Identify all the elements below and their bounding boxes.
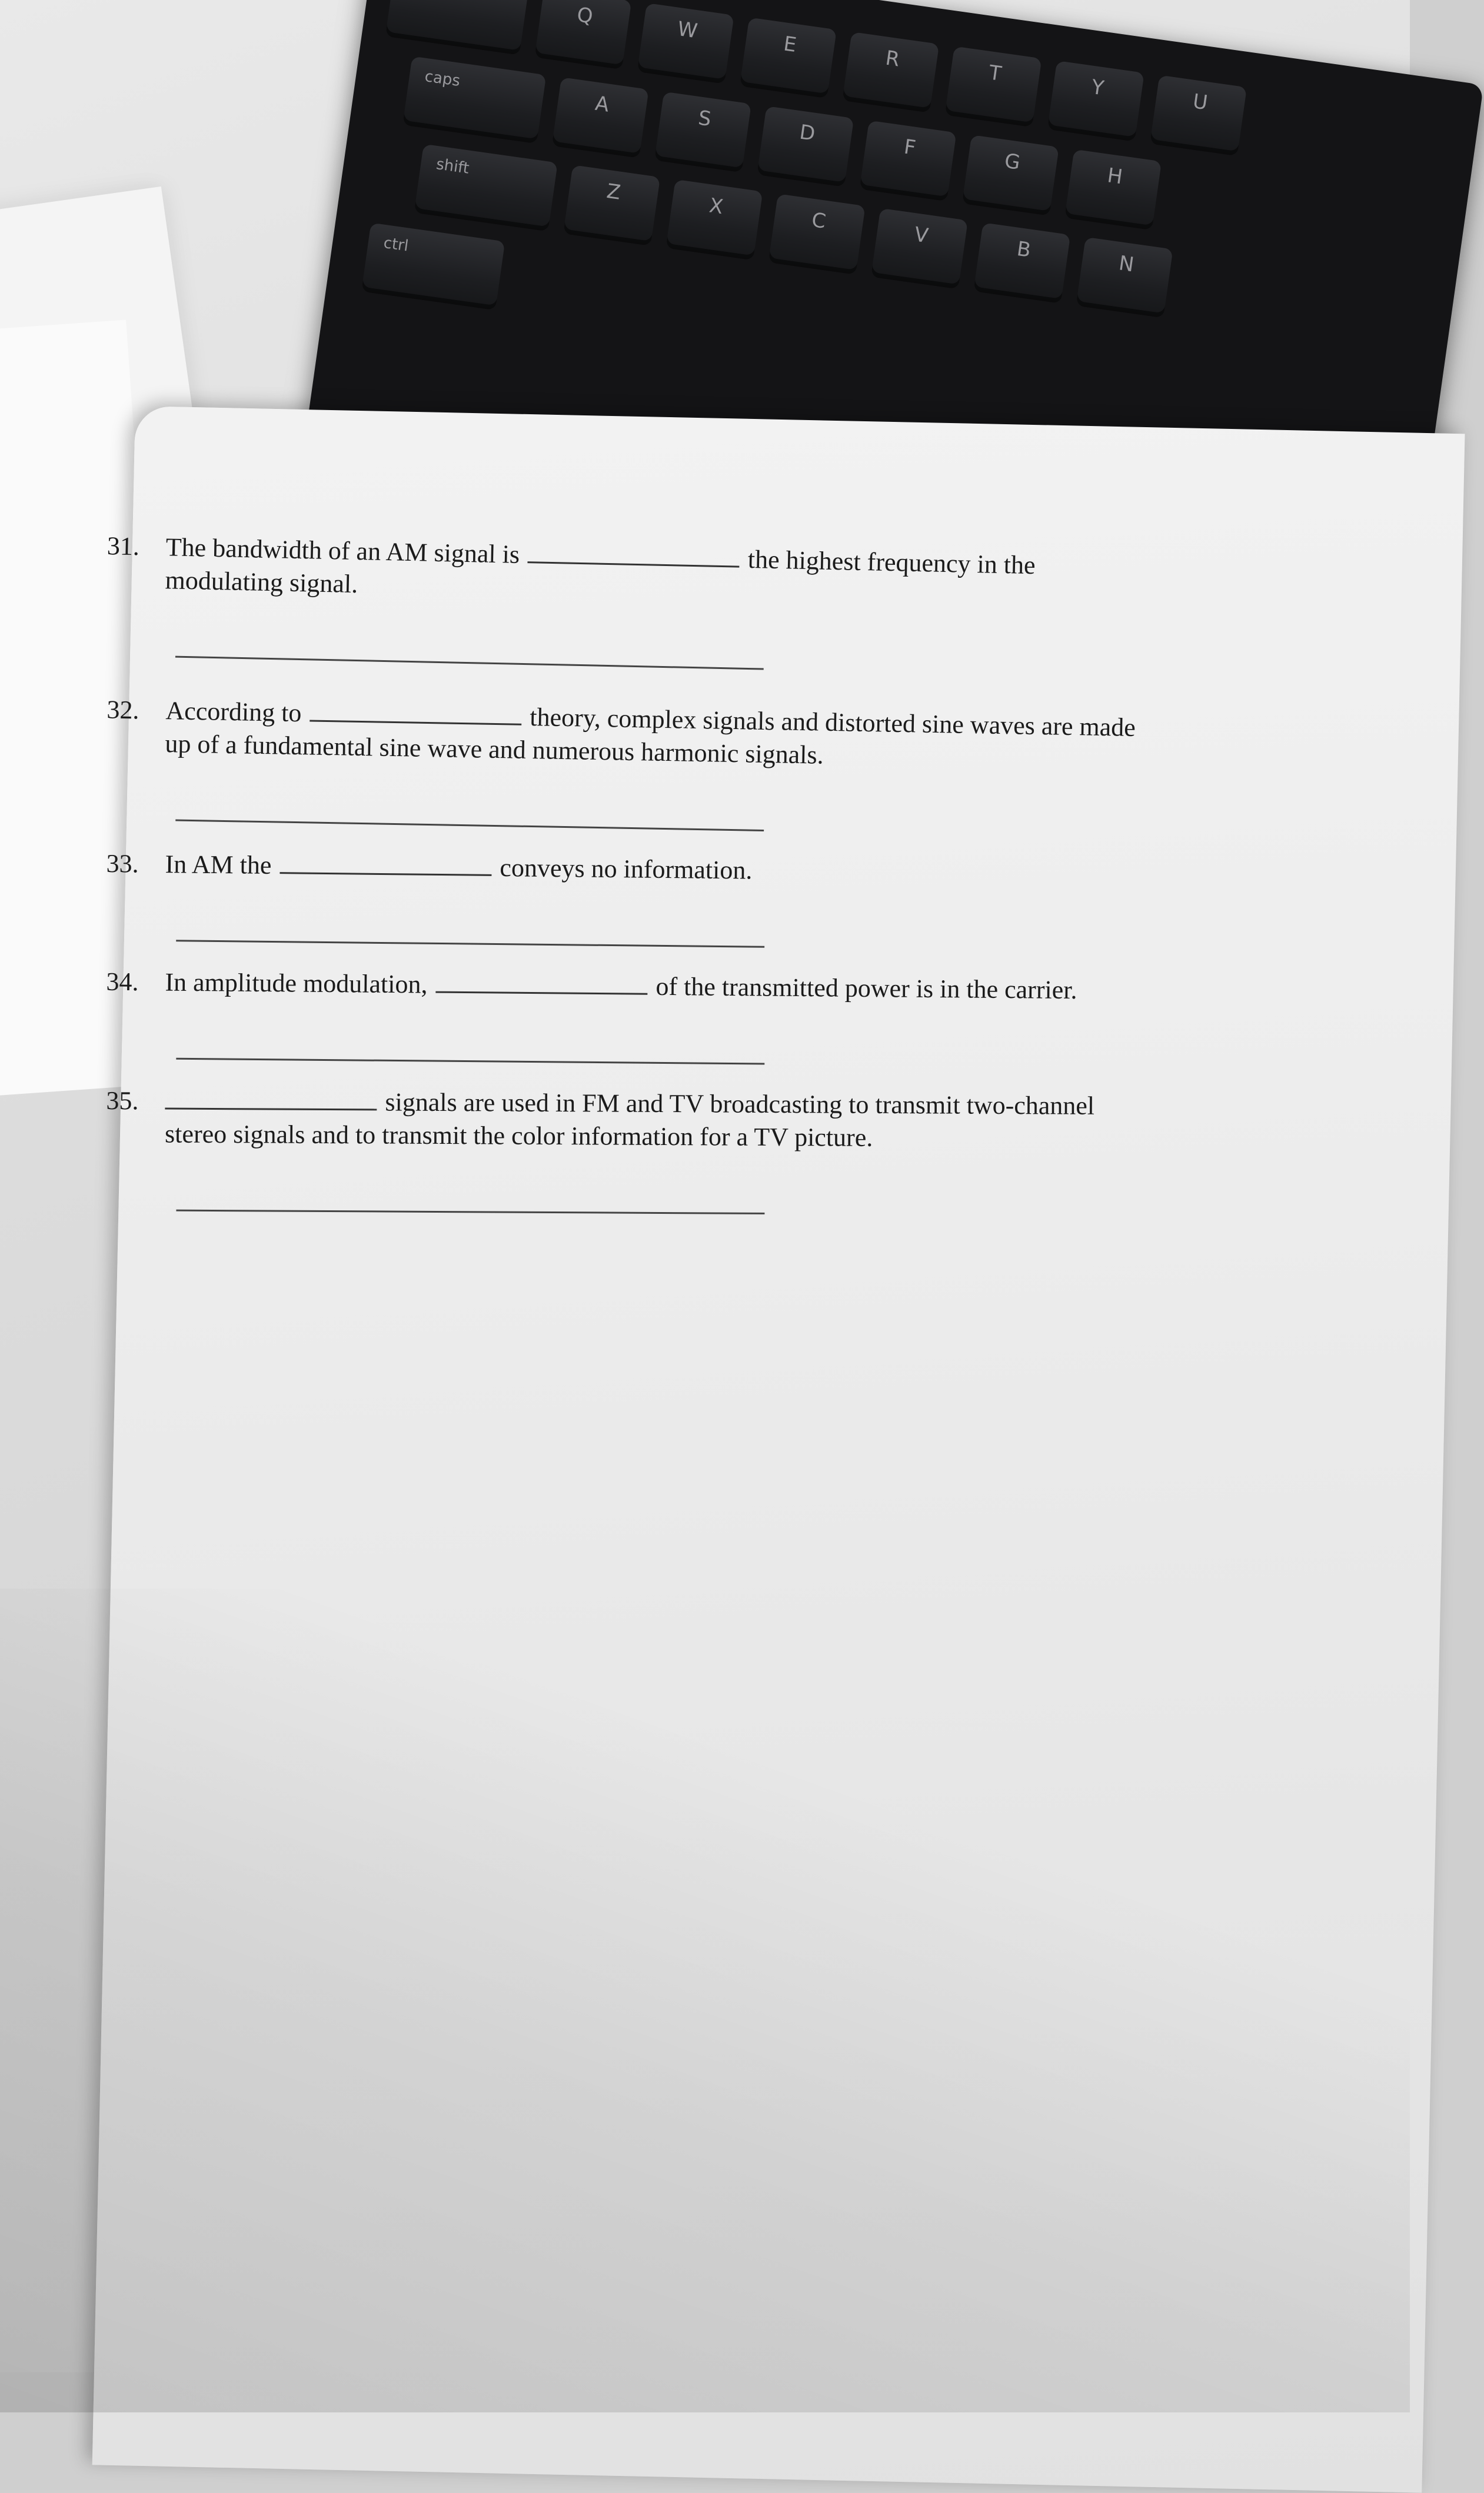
key-shift: shift: [414, 144, 558, 232]
question-text-after: the highest frequency in the: [747, 544, 1036, 580]
question-text-before: In AM the: [165, 850, 272, 880]
question-34: [105, 966, 1224, 1069]
answer-line: [175, 819, 764, 831]
key-d: D: [757, 106, 854, 187]
inline-blank: [280, 867, 491, 876]
key-caps: caps: [402, 56, 546, 144]
answer-line: [176, 1210, 764, 1214]
keyboard-row-4: [361, 223, 505, 311]
key-w: W: [637, 3, 734, 84]
question-text-before: In amplitude modulation,: [165, 967, 428, 999]
question-33: [105, 847, 1225, 953]
key-y: Y: [1047, 61, 1144, 142]
key-h: H: [1064, 149, 1162, 231]
question-number: 35.: [106, 1086, 139, 1116]
key-b: B: [973, 222, 1070, 304]
key-n: N: [1076, 237, 1173, 318]
key-g: G: [962, 135, 1059, 216]
question-text-before: The bandwidth of an AM signal is: [165, 532, 520, 569]
key-ctrl: ctrl: [361, 223, 505, 311]
key-z: Z: [563, 165, 660, 246]
key-q: Q: [534, 0, 631, 69]
key-s: S: [654, 92, 751, 173]
key-tab: [385, 0, 529, 55]
question-continuation: stereo signals and to transmit the color information for a TV picture.: [165, 1119, 873, 1152]
question-number: 32.: [107, 695, 139, 725]
key-a: A: [552, 77, 649, 158]
question-31: [105, 530, 1225, 680]
answer-line: [175, 656, 764, 670]
inline-blank: [435, 987, 647, 995]
question-continuation: modulating signal.: [165, 565, 358, 599]
question-text-after: theory, complex signals and distorted sine waves are made: [529, 702, 1136, 742]
answer-line: [176, 940, 764, 947]
question-32: [105, 693, 1225, 839]
question-text-after: of the transmitted power is in the carrier.: [656, 971, 1077, 1005]
key-t: T: [944, 46, 1042, 128]
question-number: 31.: [107, 531, 140, 561]
answer-line: [176, 1058, 764, 1065]
key-u: U: [1150, 75, 1247, 157]
key-c: C: [768, 194, 866, 275]
question-text-after: conveys no information.: [500, 853, 753, 885]
key-e: E: [740, 18, 837, 99]
question-35: [105, 1084, 1224, 1217]
key-f: F: [860, 121, 957, 202]
question-text-before: According to: [165, 696, 302, 728]
key-x: X: [666, 179, 763, 261]
key-v: V: [871, 208, 968, 289]
question-text-after: signals are used in FM and TV broadcasting to transmit two-channel: [385, 1087, 1095, 1120]
question-number: 33.: [106, 849, 139, 878]
key-r: R: [842, 32, 939, 113]
inline-blank: [165, 1103, 377, 1111]
question-number: 34.: [106, 967, 139, 997]
question-continuation: up of a fundamental sine wave and numerous harmonic signals.: [165, 729, 824, 770]
inline-blank: [310, 715, 521, 725]
inline-blank: [528, 557, 740, 568]
worksheet-questions: [106, 531, 1224, 1214]
